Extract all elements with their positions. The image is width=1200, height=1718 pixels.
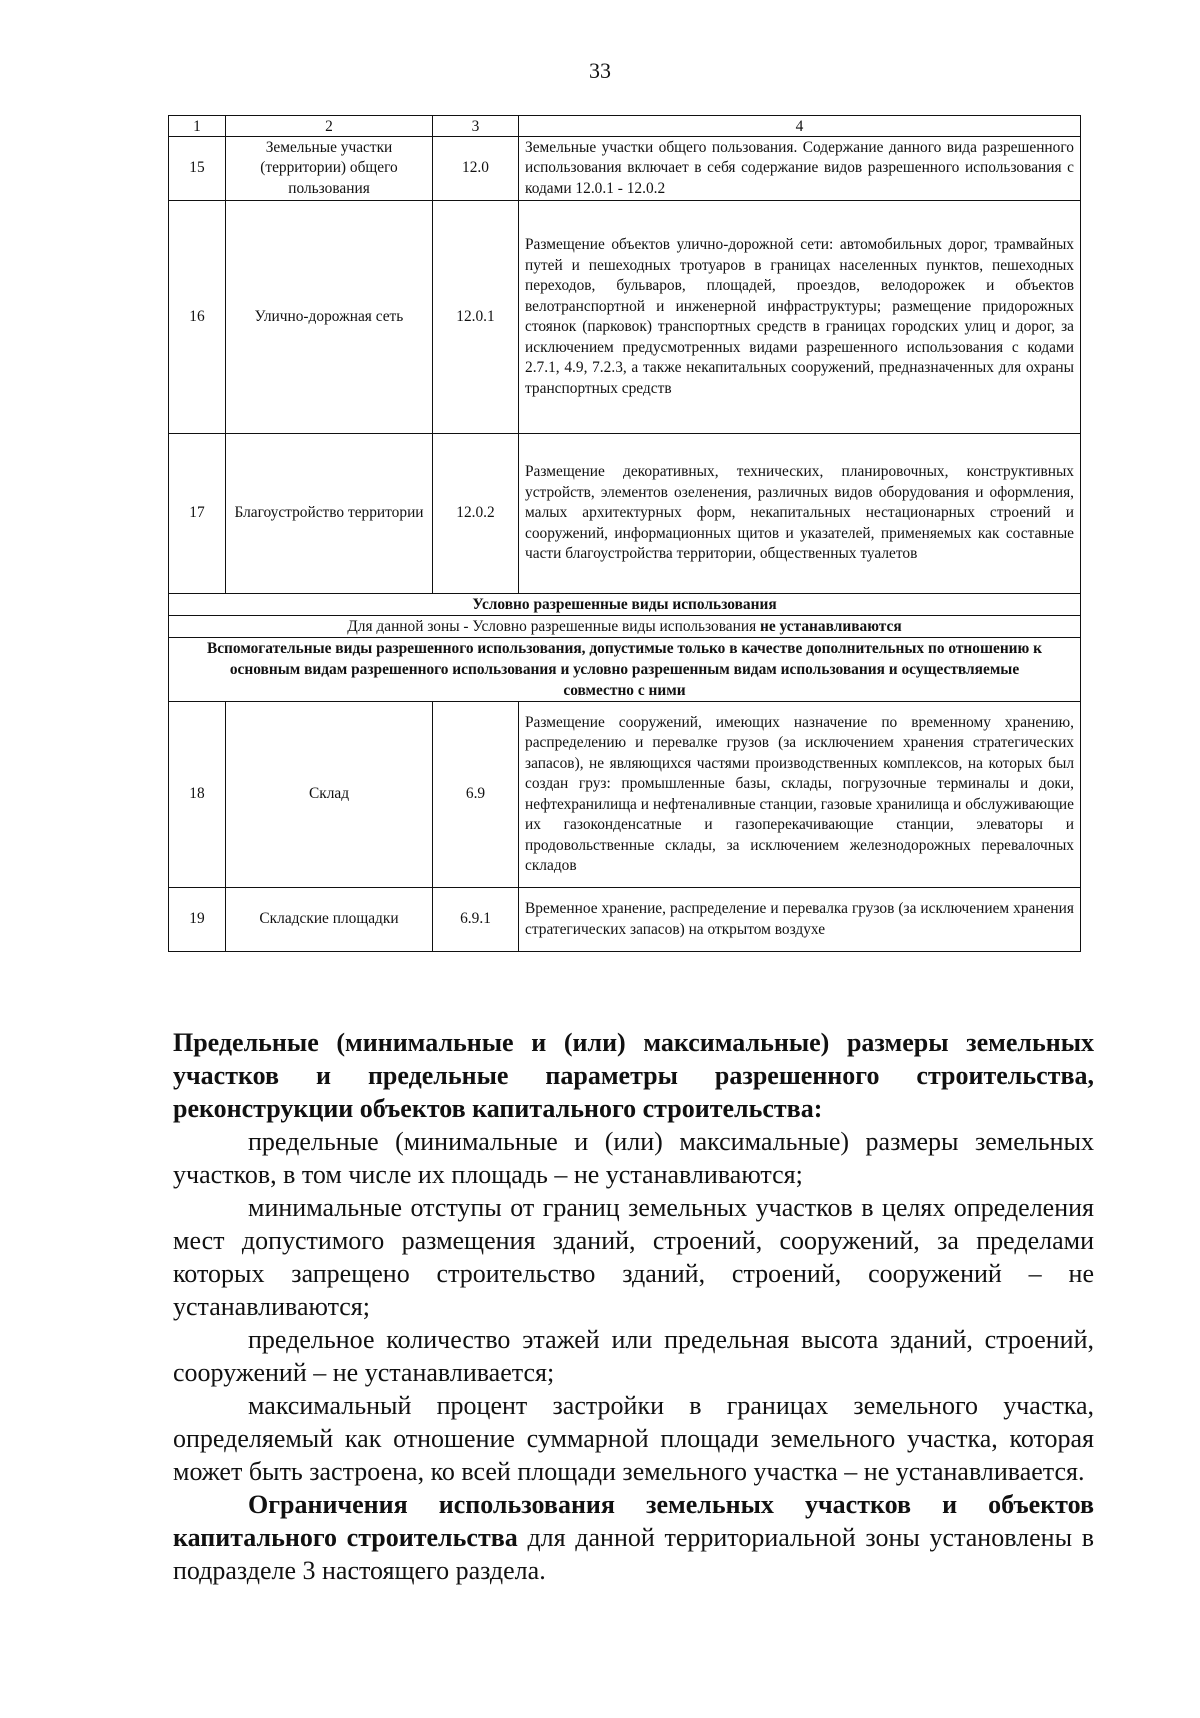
land-use-table	[168, 115, 1081, 952]
row-number: 18	[169, 702, 226, 888]
use-type-name: Складские площадки	[226, 888, 433, 952]
conditional-uses-heading: Условно разрешенные виды использования	[169, 594, 1081, 616]
use-type-name: Улично-дорожная сеть	[226, 201, 433, 434]
use-type-code: 12.0.1	[433, 201, 519, 434]
row-number: 15	[169, 137, 226, 201]
table-row	[169, 201, 1081, 434]
column-header: 1	[169, 116, 226, 137]
use-type-description: Земельные участки общего пользования. Содержание данного вида разрешенного использования включает в себя содержание видов разрешенного использования с кодами 12.0.1 - 12.0.2	[519, 137, 1081, 201]
body-text	[173, 1026, 1094, 1587]
use-type-description: Размещение объектов улично-дорожной сети: автомобильных дорог, трамвайных путей и пешеходных тротуаров в границах населенных пунктов, пешеходных переходов, бульваров, площадей, проездов, велодорожек и объектов велотранспортной и инженерной инфраструктуры; размещение придорожных стоянок (парковок) транспортных средств в границах городских улиц и дорог, за исключением предусмотренных видами разрешенного использования с кодами 2.7.1, 4.9, 7.2.3, а также некапитальных сооружений, предназначенных для охраны транспортных средств	[519, 201, 1081, 434]
table-row	[169, 137, 1081, 201]
use-type-code: 12.0.2	[433, 434, 519, 594]
row-number: 16	[169, 201, 226, 434]
table-row	[169, 888, 1081, 952]
paragraph-floors: предельное количество этажей или предельная высота зданий, строений, сооружений – не устанавливается;	[173, 1325, 1094, 1387]
column-header: 2	[226, 116, 433, 137]
parameters-heading: Предельные (минимальные и (или) максимальные) размеры земельных участков и предельные параметры разрешенного строительства, реконструкции объектов капитального строительства:	[173, 1028, 1094, 1123]
use-type-name: Благоустройство территории	[226, 434, 433, 594]
use-type-code: 6.9	[433, 702, 519, 888]
use-type-description: Временное хранение, распределение и перевалка грузов (за исключением хранения стратегических запасов) на открытом воздухе	[519, 888, 1081, 952]
column-header: 4	[519, 116, 1081, 137]
table-row	[169, 434, 1081, 594]
note-text: Для данной зоны - Условно разрешенные виды использования	[347, 618, 761, 635]
section-heading-row	[169, 594, 1081, 616]
restrictions-emphasis: Ограничения использования земельных участков и объектов капитального строительства	[173, 1490, 1094, 1552]
row-number: 19	[169, 888, 226, 952]
restrictions-text: для данной территориальной зоны установлены в подразделе 3 настоящего раздела.	[173, 1523, 1094, 1585]
paragraph-setbacks: минимальные отступы от границ земельных участков в целях определения мест допустимого размещения зданий, строений, сооружений, за пределами которых запрещено строительство зданий, строений, сооружений – не устанавливаются;	[173, 1193, 1094, 1321]
row-number: 17	[169, 434, 226, 594]
table-row	[169, 702, 1081, 888]
paragraph-restrictions	[173, 1488, 1094, 1587]
use-type-description: Размещение сооружений, имеющих назначение по временному хранению, распределению и перевалке грузов (за исключением хранения стратегических запасов), не являющихся частями производственных комплексов, на которых был создан груз: промышленные базы, склады, погрузочные терминалы и доки, нефтехранилища и нефтеналивные станции, газовые хранилища и обслуживающие их газоконденсатные и газоперекачивающие станции, элеваторы и продовольственные склады, за исключением железнодорожных перевалочных складов	[519, 702, 1081, 888]
note-emphasis: не устанавливаются	[760, 618, 902, 635]
use-type-name: Склад	[226, 702, 433, 888]
table-header-row	[169, 116, 1081, 137]
conditional-uses-note	[169, 616, 1081, 638]
section-note-row	[169, 616, 1081, 638]
use-type-name: Земельные участки (территории) общего пользования	[226, 137, 433, 201]
column-header: 3	[433, 116, 519, 137]
use-type-description: Размещение декоративных, технических, планировочных, конструктивных устройств, элементов озеленения, различных видов оборудования и оформления, малых архитектурных форм, некапитальных нестационарных строений и сооружений, информационных щитов и указателей, применяемых как составные части благоустройства территории, общественных туалетов	[519, 434, 1081, 594]
auxiliary-uses-heading: Вспомогательные виды разрешенного использования, допустимые только в качестве дополнительных по отношению к основным видам разрешенного использования и условно разрешенным видам использования и осуществляемые совместно с ними	[169, 638, 1081, 702]
use-type-code: 6.9.1	[433, 888, 519, 952]
paragraph-coverage: максимальный процент застройки в границах земельного участка, определяемый как отношение суммарной площади земельного участка, которая может быть застроена, ко всей площади земельного участка – не устанавливается.	[173, 1391, 1094, 1486]
page-number: 33	[589, 58, 611, 83]
use-type-code: 12.0	[433, 137, 519, 201]
section-heading-row	[169, 638, 1081, 702]
paragraph-plot-sizes: предельные (минимальные и (или) максимальные) размеры земельных участков, в том числе их площадь – не устанавливаются;	[173, 1127, 1094, 1189]
